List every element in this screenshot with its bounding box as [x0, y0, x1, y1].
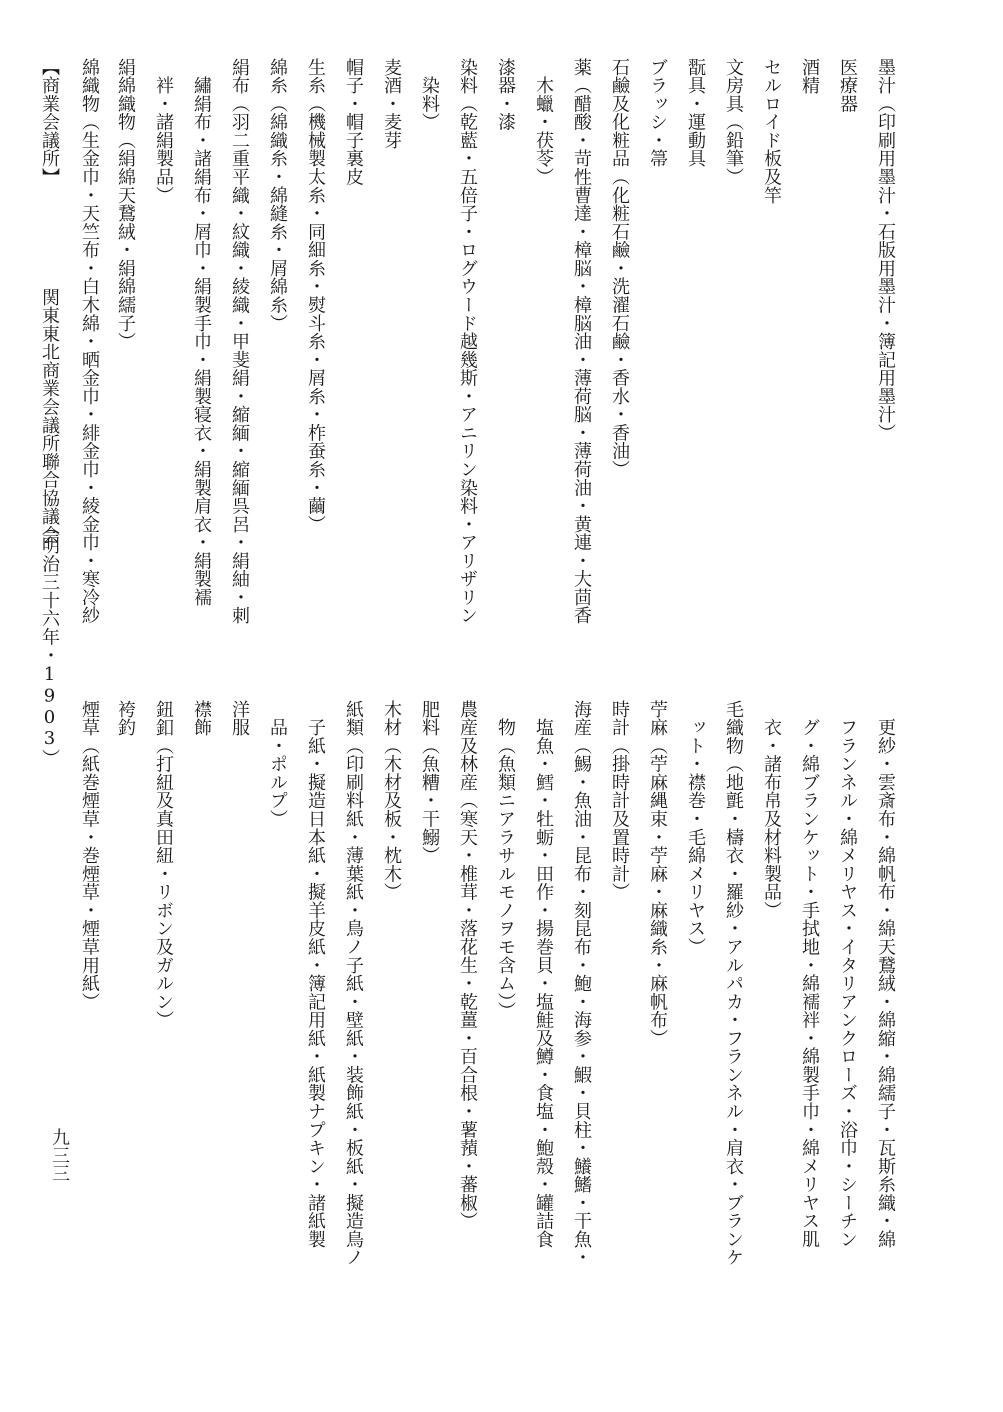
text-column: 薬（醋酸・苛性曹達・樟脳・樟脳油・薄荷脳・薄荷油・黄連・大茴香 [571, 58, 592, 625]
text-column: 染料） [419, 58, 440, 132]
text-column: 洋服 [229, 700, 250, 737]
text-column: 紙類（印刷料紙・薄葉紙・鳥ノ子紙・壁紙・装飾紙・板紙・擬造鳥ノ [343, 700, 364, 1267]
text-column: 襟飾 [191, 700, 212, 737]
text-column: 絹綿織物（絹綿天鵞絨・絹綿繻子） [115, 58, 136, 351]
text-column: 綿糸（綿織糸・綿縫糸・屑綿糸） [267, 58, 288, 333]
text-column: 医療器 [837, 58, 858, 113]
text-column: 子紙・擬造日本紙・擬羊皮紙・簿記用紙・紙製ナプキン・諸紙製 [305, 700, 326, 1249]
text-column: 繡絹布・諸絹布・屑巾・絹製手巾・絹製寝衣・絹製肩衣・絹製襦 [191, 58, 212, 607]
text-column: 苧麻（苧麻縄束・苧麻・麻織糸・麻帆布） [647, 700, 668, 1048]
source-tag: 【商業会議所】 [39, 58, 60, 186]
text-column: ット・襟巻・毛綿メリヤス） [685, 700, 706, 956]
text-column: 翫具・運動具 [685, 58, 706, 168]
text-column: 酒精 [799, 58, 820, 95]
text-column: 麦酒・麦芽 [381, 58, 402, 150]
text-column: ブラッシ・箒 [647, 58, 668, 168]
text-column: 鈕釦（打紐及真田紐・リボン及ガルン） [153, 700, 174, 1030]
text-column: 塩魚・鱈・牡蛎・田作・揚巻貝・塩鮭及鱒・食塩・鮑殼・罐詰食 [533, 700, 554, 1249]
text-column: 煙草（紙巻煙草・巻煙草・煙草用紙） [79, 700, 100, 1011]
source-date: （明治三十六年・1903） [39, 518, 60, 768]
text-column: 肥料（魚糟・干鰯） [419, 700, 440, 865]
text-column: グ・綿ブランケット・手拭地・綿襦袢・綿製手巾・綿メリヤス肌 [799, 700, 820, 1249]
page-number: 九三三 [49, 1128, 70, 1182]
text-column: 袴釣 [115, 700, 136, 737]
text-column: 海産（鯣・魚油・昆布・刻昆布・鮑・海参・鰕・貝柱・鱶鰭・干魚・ [571, 700, 592, 1267]
text-column: 農産及林産（寒天・椎茸・落花生・乾薑・百合根・薯蕷・蕃椒） [457, 700, 478, 1231]
text-column: 品・ポルプ） [267, 700, 288, 828]
text-column: 物（魚類ニアラサルモノヲモ含ム）） [495, 700, 516, 1021]
text-column: 衣・諸布帛及材料製品） [761, 700, 782, 920]
text-column: 綿織物（生金巾・天竺布・白木綿・晒金巾・緋金巾・綾金巾・寒冷紗 [79, 58, 100, 625]
text-column: 文房具（鉛筆） [723, 58, 744, 186]
text-column: 帽子・帽子裏皮 [343, 58, 364, 186]
text-column: 染料（乾藍・五倍子・ログウード越幾斯・アニリン染料・アリザリン [457, 58, 478, 625]
source-name: 関東東北商業会議所聯合協議会 [39, 288, 60, 544]
text-column: 更紗・雲斎布・綿帆布・綿天鵞絨・綿縮・綿繻子・瓦斯糸織・綿 [875, 700, 896, 1249]
text-column: 時計（掛時計及置時計） [609, 700, 630, 902]
text-column: 木蠟・茯苓） [533, 58, 554, 186]
text-column: 絹布（羽二重平織・紋織・綾織・甲斐絹・縮緬・縮緬呉呂・絹紬・刺 [229, 58, 250, 625]
text-column: フランネル・綿メリヤス・イタリアンクローズ・浴巾・シーチン [837, 700, 858, 1249]
text-column: 墨汁（印刷用墨汁・石版用墨汁・簿記用墨汁） [875, 58, 896, 442]
text-column: 生糸（機械製太糸・同細糸・熨斗糸・屑糸・柞蚕糸・繭） [305, 58, 326, 534]
text-column: 毛織物（地氈・檮衣・羅紗・アルパカ・フランネル・肩衣・ブランケ [723, 700, 744, 1267]
text-column: セルロイド板及竿 [761, 58, 782, 205]
text-column: 木材（木材及板・枕木） [381, 700, 402, 902]
text-column: 石鹼及化粧品（化粧石鹼・洗濯石鹼・香水・香油） [609, 58, 630, 479]
text-column: 漆器・漆 [495, 58, 516, 132]
text-column: 袢・諸絹製品） [153, 58, 174, 205]
